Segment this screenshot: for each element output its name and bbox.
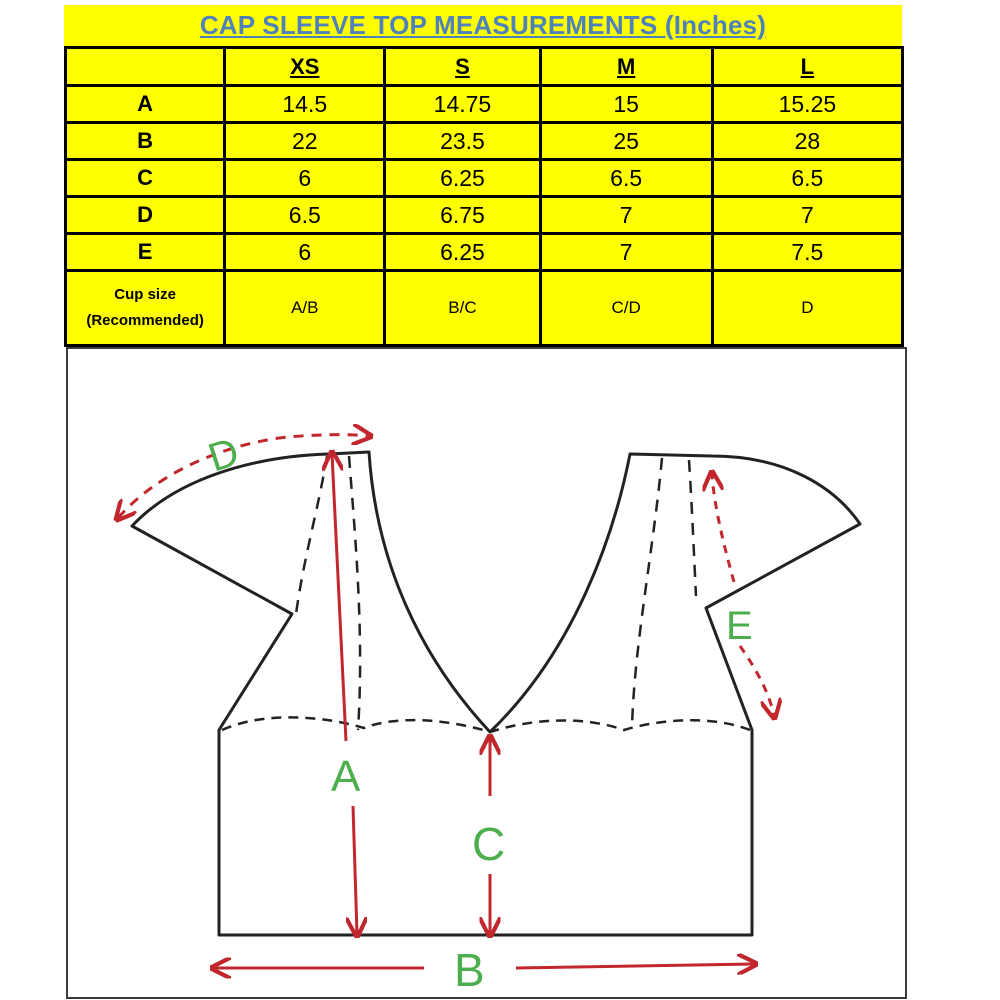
cup-size-label (66, 271, 225, 346)
table-row (66, 160, 903, 197)
label-b: B (454, 944, 485, 996)
row-key-a: A (66, 86, 225, 123)
header-size-l: L (712, 48, 902, 86)
label-a: A (331, 752, 361, 801)
value-cell: 6.25 (385, 160, 540, 197)
garment-diagram (64, 346, 908, 1000)
row-key-c: C (66, 160, 225, 197)
row-key-d: D (66, 197, 225, 234)
cup-value-cell: B/C (385, 271, 540, 346)
page-title: CAP SLEEVE TOP MEASUREMENTS (Inches) (199, 10, 767, 40)
label-e: E (726, 604, 753, 648)
table-row (66, 234, 903, 271)
value-cell: 28 (712, 123, 902, 160)
row-key-e: E (66, 234, 225, 271)
table-header-row (66, 48, 903, 86)
value-cell: 14.75 (385, 86, 540, 123)
value-cell: 6 (225, 160, 385, 197)
value-cell: 7 (540, 197, 712, 234)
row-key-b: B (66, 123, 225, 160)
value-cell: 15 (540, 86, 712, 123)
cup-value-cell: C/D (540, 271, 712, 346)
value-cell: 7.5 (712, 234, 902, 271)
garment-sketch (64, 346, 908, 1000)
title-bar (64, 5, 902, 46)
value-cell: 6 (225, 234, 385, 271)
value-cell: 6.5 (540, 160, 712, 197)
header-size-s: S (385, 48, 540, 86)
value-cell: 7 (540, 234, 712, 271)
value-cell: 25 (540, 123, 712, 160)
diagram-frame (67, 348, 906, 998)
label-c: C (472, 818, 506, 870)
value-cell: 6.25 (385, 234, 540, 271)
table-row (66, 197, 903, 234)
cup-value-cell: A/B (225, 271, 385, 346)
value-cell: 15.25 (712, 86, 902, 123)
value-cell: 22 (225, 123, 385, 160)
cup-value-cell: D (712, 271, 902, 346)
header-size-xs: XS (225, 48, 385, 86)
value-cell: 7 (712, 197, 902, 234)
value-cell: 6.75 (385, 197, 540, 234)
cup-size-label-line1: Cup size (114, 286, 176, 303)
value-cell: 23.5 (385, 123, 540, 160)
value-cell: 6.5 (225, 197, 385, 234)
table-row (66, 86, 903, 123)
label-d: D (203, 429, 245, 481)
header-size-m: M (540, 48, 712, 86)
cup-size-label-line2: (Recommended) (86, 312, 204, 329)
table-row (66, 123, 903, 160)
value-cell: 6.5 (712, 160, 902, 197)
size-chart-table (64, 46, 904, 347)
header-corner-cell (66, 48, 225, 86)
value-cell: 14.5 (225, 86, 385, 123)
table-row-cup-size (66, 271, 903, 346)
